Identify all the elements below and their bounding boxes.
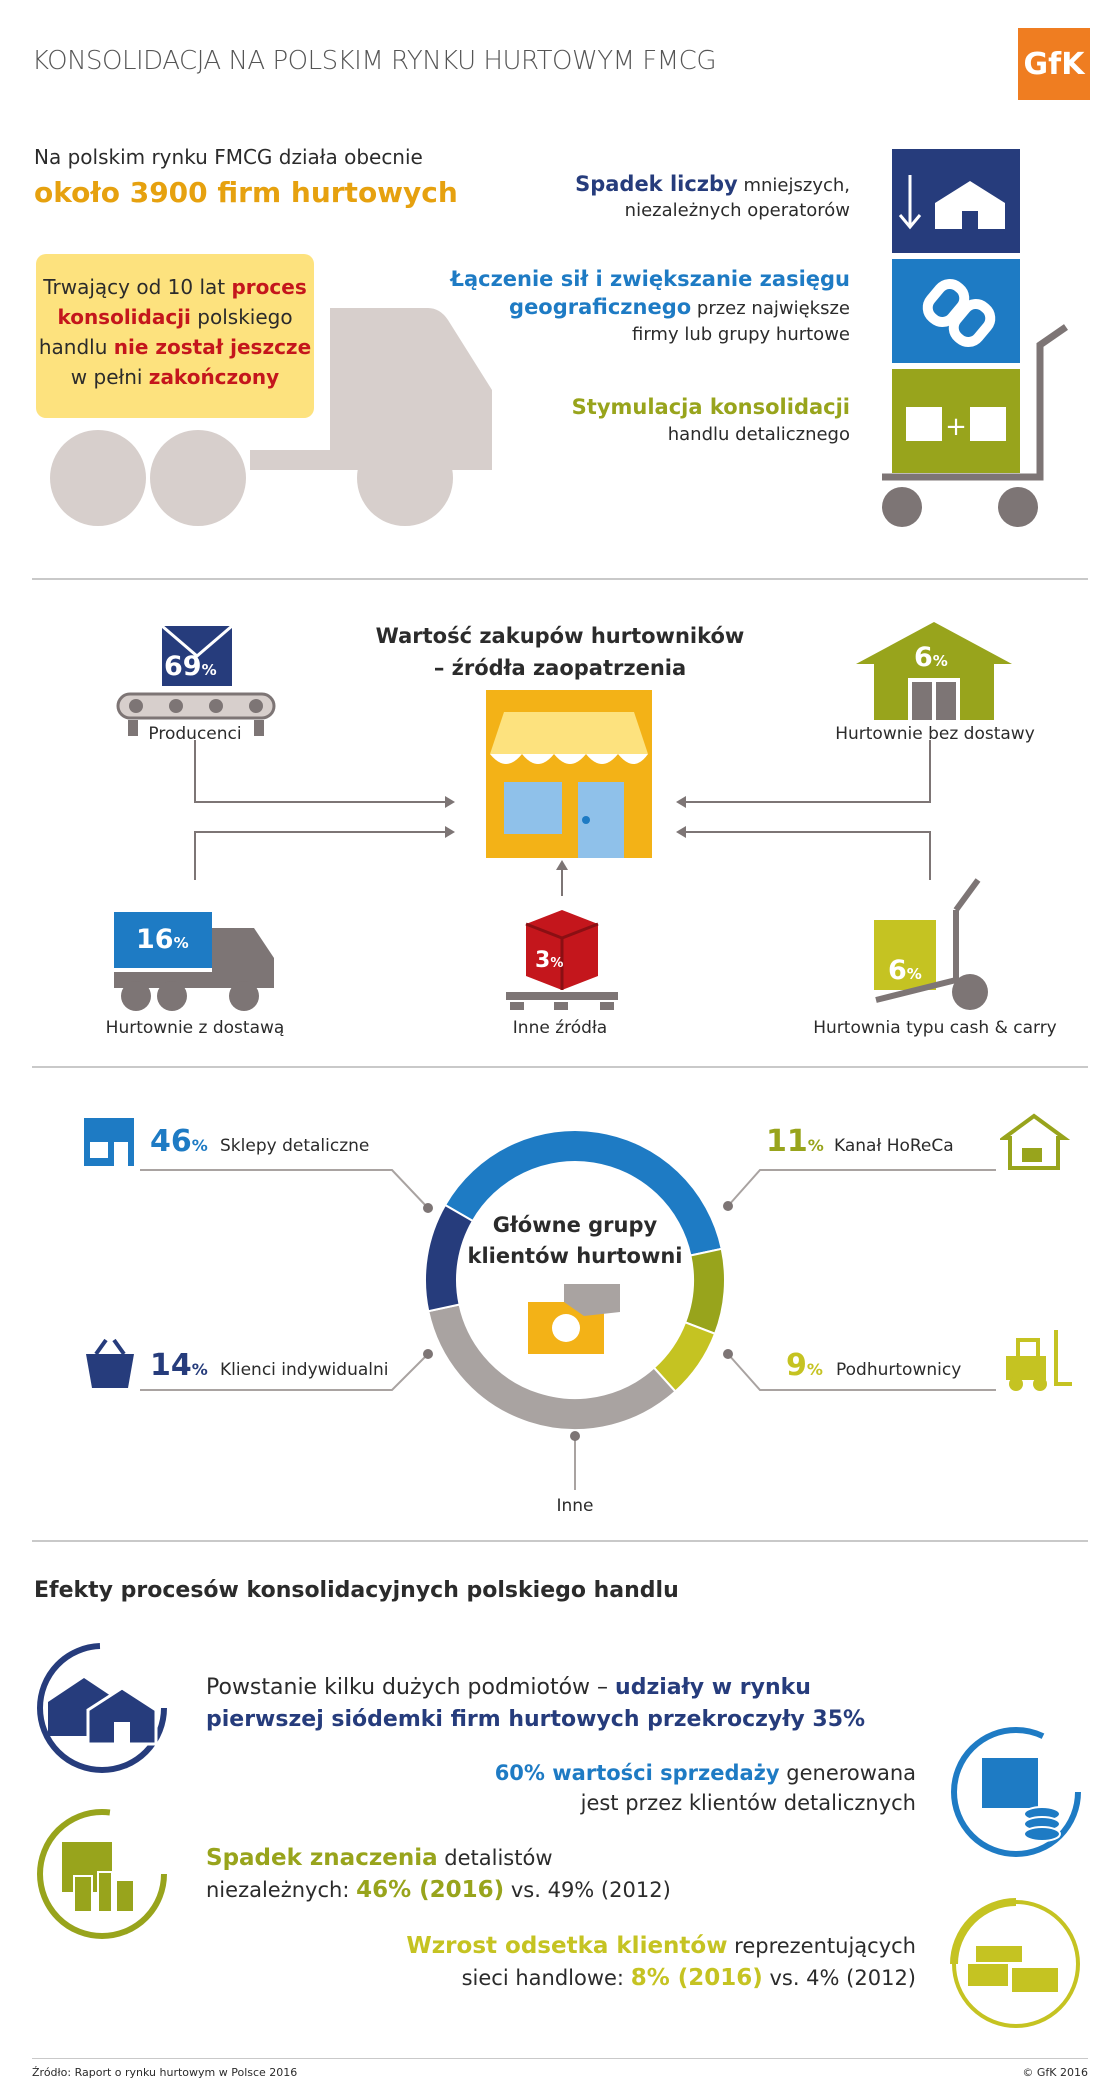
pallet-box-icon — [506, 910, 626, 1010]
retail-label: Sklepy detaliczne — [220, 1136, 370, 1156]
sources-title: Wartość zakupów hurtowników – źródła zaopatrzenia — [375, 624, 745, 680]
horeca-label: Kanał HoReCa — [834, 1136, 954, 1156]
donut-center-title: Główne grupy klientów hurtowni — [467, 1213, 683, 1268]
cart-with-boxes — [870, 145, 1080, 535]
effect-4-text: Wzrost odsetka klientów reprezentujących sieci handlowe: 8% (2016) vs. 4% (2012) — [406, 1933, 916, 1991]
cash-carry-value: 6% — [888, 955, 922, 986]
other-clients-label: Inne — [556, 1496, 594, 1516]
note-text-h: zakończony — [148, 365, 280, 389]
divider-3 — [32, 1540, 1088, 1542]
divider-1 — [32, 578, 1088, 580]
divider-4 — [32, 2058, 1088, 2059]
svg-text:+: + — [945, 412, 967, 442]
note-text-g: w pełni — [70, 365, 149, 389]
page-title: KONSOLIDACJA NA POLSKIM RYNKU HURTOWYM FMCG — [32, 46, 716, 76]
other-sources-value: 3% — [535, 948, 564, 973]
divider-2 — [32, 1066, 1088, 1068]
source-note: Źródło: Raport o rynku hurtowym w Polsce 2016 — [32, 2066, 298, 2079]
gfk-logo: GfK — [1018, 28, 1090, 100]
effect-3-text: Spadek znaczenia detalistów niezależnych: 46% (2016) vs. 49% (2012) — [206, 1845, 671, 1903]
donut-leader-lines — [0, 1140, 1120, 1500]
trend-2: Łączenie sił i zwiększanie zasięgu geograficznego przez największe firmy lub grupy hurtowe — [450, 267, 850, 345]
effect-2-text: 60% wartości sprzedaży generowana jest przez klientów detalicznych — [494, 1761, 916, 1815]
retail-value: 46% — [150, 1124, 208, 1159]
intro-line1: Na polskim rynku FMCG działa obecnie — [34, 145, 423, 169]
individual-label: Klienci indywidualni — [220, 1360, 389, 1380]
note-text-d: polskiego — [190, 305, 293, 329]
consolidation-note — [36, 254, 314, 418]
note-text-c: konsolidacji — [57, 305, 191, 329]
effects-title: Efekty procesów konsolidacyjnych polskiego handlu — [34, 1578, 679, 1603]
copyright: © GfK 2016 — [1022, 2066, 1088, 2079]
effect-1-text: Powstanie kilku dużych podmiotów – udziały w rynku pierwszej siódemki firm hurtowych przekroczyły 35% — [206, 1675, 866, 1732]
producers-value: 69% — [164, 651, 217, 682]
note-text-f: nie został jeszcze — [113, 335, 312, 359]
effect-1-icon — [34, 1640, 170, 1776]
delivery-label: Hurtownie z dostawą — [105, 1018, 285, 1038]
other-sources-label: Inne źródła — [512, 1018, 608, 1038]
trend-3: Stymulacja konsolidacji handlu detalicznego — [571, 395, 850, 445]
delivery-value: 16% — [136, 924, 189, 955]
warehouse-no-delivery-label: Hurtownie bez dostawy — [835, 724, 1035, 744]
note-text-a: Trwający od 10 lat — [43, 275, 232, 299]
subwholesale-value: 9% — [786, 1348, 823, 1383]
horeca-value: 11% — [766, 1124, 824, 1159]
effect-3-icon — [34, 1806, 170, 1942]
intro-highlight: około 3900 firm hurtowych — [34, 176, 458, 209]
individual-value: 14% — [150, 1348, 208, 1383]
subwholesale-label: Podhurtownicy — [836, 1360, 962, 1380]
flow-arrows — [0, 740, 1120, 900]
producers-label: Producenci — [148, 724, 242, 744]
effect-4-icon — [946, 1894, 1086, 2034]
cash-carry-label: Hurtownia typu cash & carry — [813, 1018, 1057, 1038]
warehouse-no-delivery-value: 6% — [914, 642, 948, 673]
trend-1: Spadek liczby mniejszych, niezależnych operatorów — [575, 172, 850, 221]
note-text-b: proces — [231, 275, 307, 299]
effect-2-icon — [946, 1722, 1086, 1862]
note-text-e: handlu — [38, 335, 114, 359]
